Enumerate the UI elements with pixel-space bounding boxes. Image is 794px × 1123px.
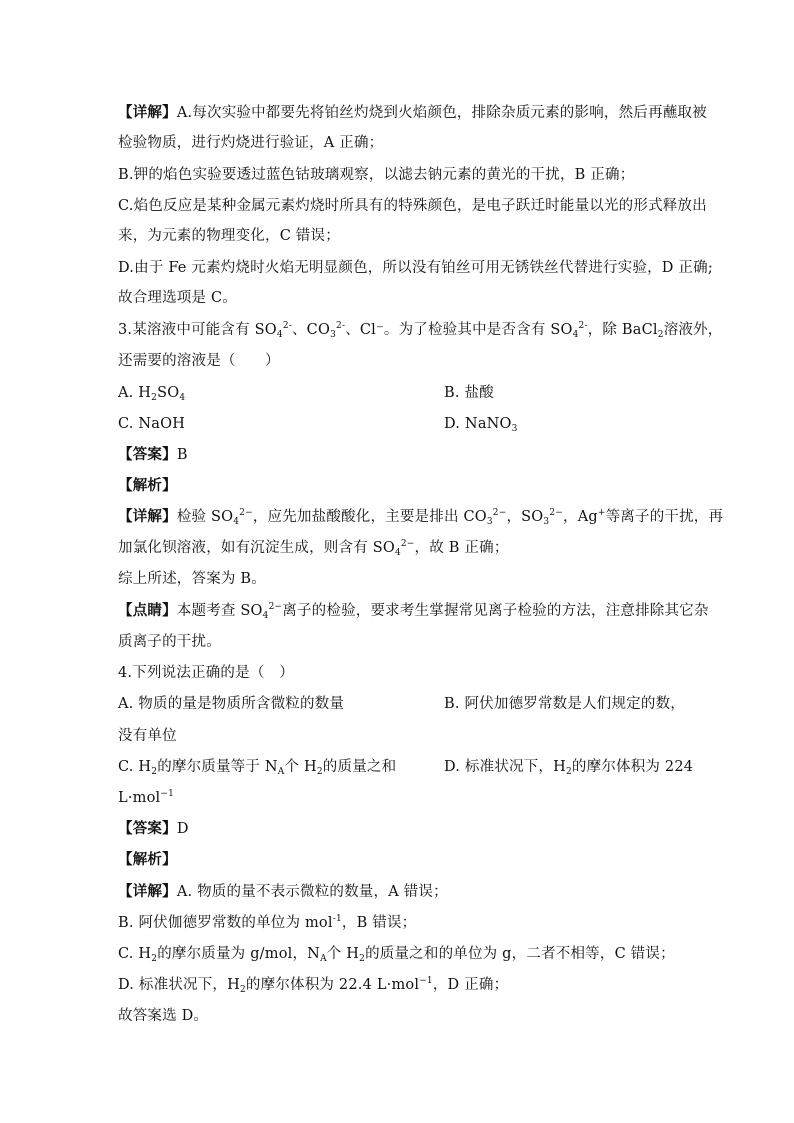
q3-option-c: C. NaOH	[118, 416, 186, 432]
q2-conclusion: 故合理选项是 C。	[118, 290, 238, 306]
q3-analysis-tag: 【解析】	[118, 477, 177, 494]
q2-detail-line-3: B.钾的焰色实验要透过蓝色钴玻璃观察，以滤去钠元素的黄光的干扰，B 正确；	[118, 167, 635, 183]
q4-option-b-line-1: B. 阿伏加德罗常数是人们规定的数，	[444, 696, 685, 712]
q2-detail-line-6: D.由于 Fe 元素灼烧时火焰无明显颜色，所以没有铂丝可用无锈铁丝代替进行实验，D 正确;	[118, 260, 713, 276]
q3-option-d: D. NaNO$_3$	[444, 416, 518, 434]
detail-tag: 【详解】	[118, 104, 177, 121]
q3-option-b: B. 盐酸	[444, 385, 494, 401]
q4-detail-line-1: 【详解】A. 物质的量不表示微粒的数量，A 错误；	[118, 883, 448, 900]
q4-detail-line-3: C. $H_2$的摩尔质量为 g/mol，$N_A$个 $H_2$的质量之和的单位为 g，二者不相等，C 错误；	[118, 946, 675, 964]
q4-analysis-tag: 【解析】	[118, 851, 177, 868]
q4-detail-line-2: B. 阿伏伽德罗常数的单位为 mol$^{-1}$，B 错误；	[118, 914, 417, 931]
q3-comment-line-2: 质离子的干扰。	[118, 634, 221, 650]
q4-answer: 【答案】D	[118, 820, 189, 837]
q2-detail-line-5: 来，为元素的物理变化，C 错误；	[118, 228, 340, 244]
q3-option-a: A. $H_2SO_4$	[118, 385, 186, 403]
q4-option-b-line-2: 没有单位	[118, 728, 177, 744]
q4-option-d-line-2: L·mol$^{-1}$	[118, 789, 175, 806]
q3-stem-line-1: 3.某溶液中可能含有 $SO_4^{2-}$、$CO_3^{2-}$、Cl⁻。为了检验其中是否含有 $SO_4^{2-}$，除 BaCl$_2$溶液外，	[118, 321, 723, 340]
q4-conclusion: 故答案选 D。	[118, 1008, 209, 1024]
q4-detail-line-4: D. 标准状况下，$H_2$的摩尔体积为 22.4 L·mol$^{-1}$，D 正确；	[118, 976, 509, 995]
q3-summary: 综上所述，答案为 B。	[118, 571, 266, 587]
q4-option-a: A. 物质的量是物质所含微粒的数量	[118, 696, 345, 712]
q2-detail-line-1: 【详解】A.每次实验中都要先将铂丝灼烧到火焰颜色，排除杂质元素的影响，然后再蘸取被	[118, 104, 707, 121]
q4-stem: 4.下列说法正确的是（ ）	[118, 665, 294, 681]
q4-option-d-line-1: D. 标准状况下，$H_2$的摩尔体积为 224	[444, 759, 694, 777]
q3-detail-line-2: 加氯化钡溶液，如有沉淀生成，则含有 $SO_4^{2-}$，故 B 正确；	[118, 539, 509, 558]
q2-detail-line-4: C.焰色反应是某种金属元素灼烧时所具有的特殊颜色，是电子跃迁时能量以光的形式释放出	[118, 198, 707, 214]
q4-option-c: C. $H_2$的摩尔质量等于 $N_A$个 $H_2$的质量之和	[118, 759, 397, 777]
q3-answer: 【答案】B	[118, 446, 188, 463]
q3-detail-line-1: 【详解】检验 $SO_4^{2-}$，应先加盐酸酸化，主要是排出 $CO_3^{2-}$，$SO_3^{2-}$，Ag+等离子的干扰，再	[118, 508, 724, 527]
q3-stem-line-2: 还需要的溶液是（ ）	[118, 353, 280, 369]
q2-detail-line-2: 检验物质，进行灼烧进行验证，A 正确；	[118, 135, 384, 151]
q3-comment-line-1: 【点睛】本题考查 $SO_4^{2-}$离子的检验，要求考生掌握常见离子检验的方法，注意排除其它杂	[118, 602, 709, 621]
